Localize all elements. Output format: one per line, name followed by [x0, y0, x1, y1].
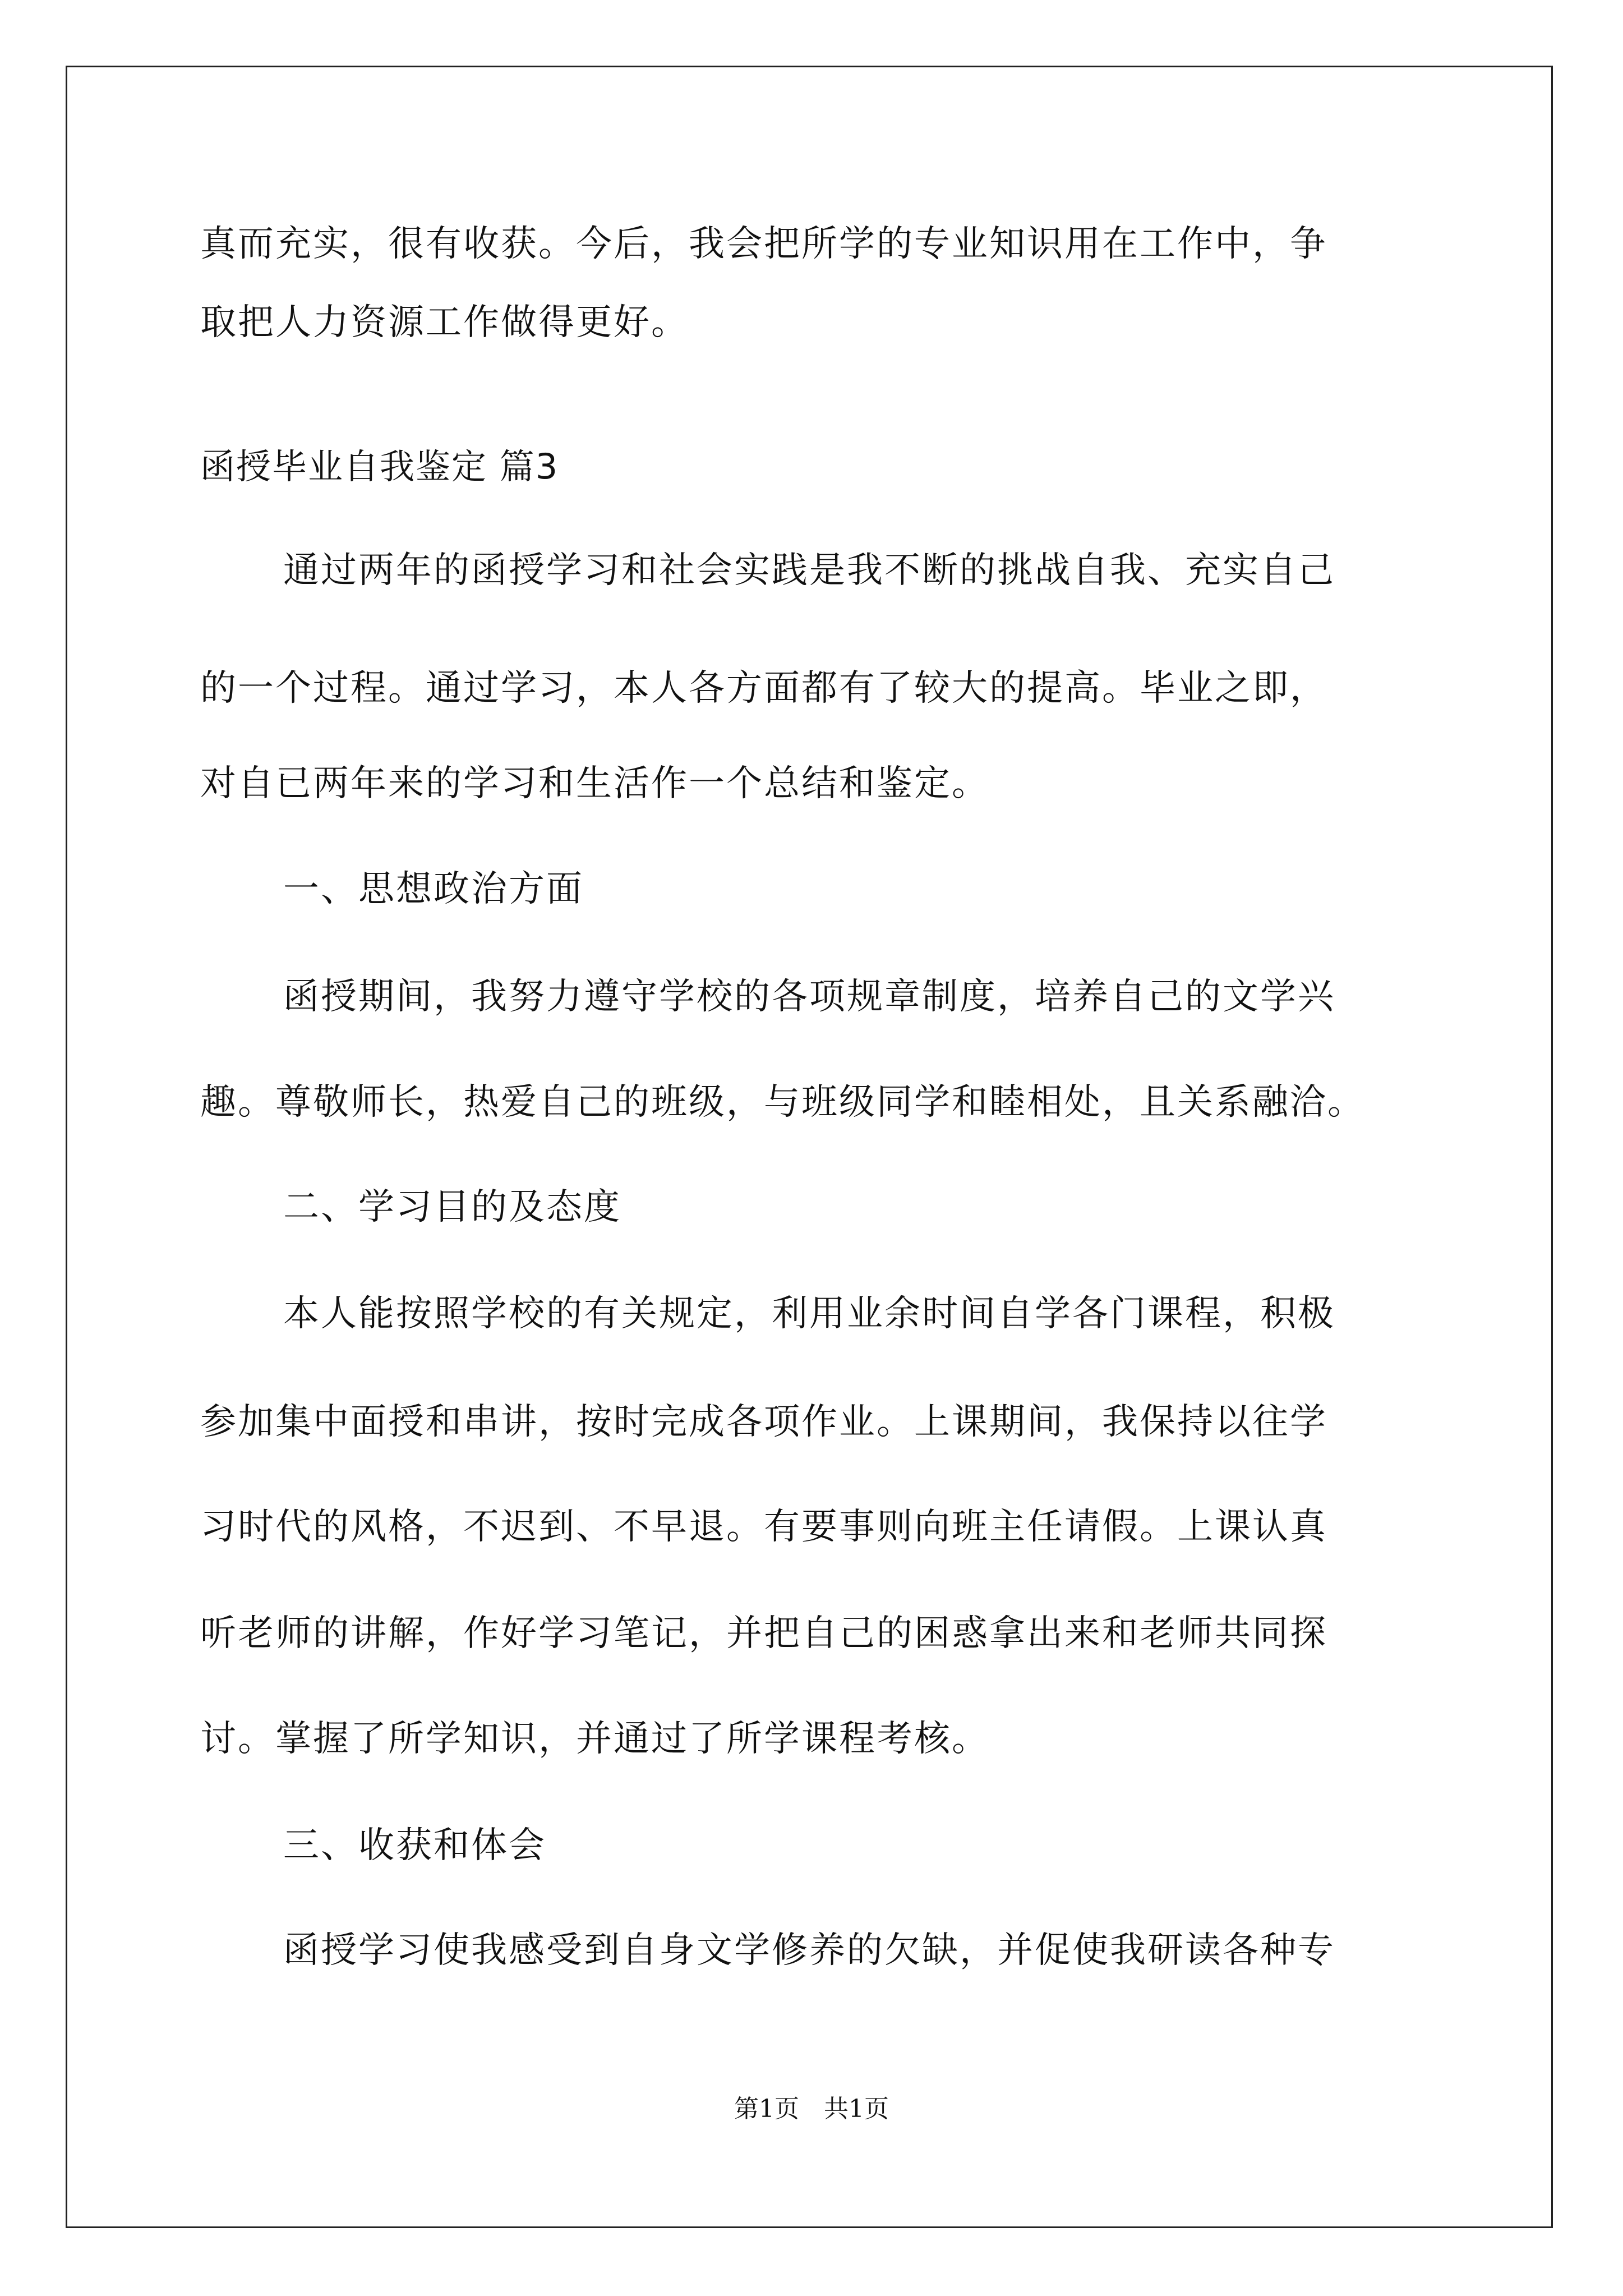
body-line: 听老师的讲解，作好学习笔记，并把自己的困惑拿出来和老师共同探 — [200, 1613, 1327, 1654]
body-line: 参加集中面授和串讲，按时完成各项作业。上课期间，我保持以往学 — [200, 1401, 1327, 1443]
body-line: 讨。掌握了所学知识，并通过了所学课程考核。 — [200, 1718, 989, 1760]
section-title: 函授毕业自我鉴定 篇3 — [200, 446, 559, 487]
subsection-heading: 三、收获和体会 — [283, 1825, 546, 1866]
page-number-footer: 第1页 共1页 — [734, 2095, 889, 2123]
page-border — [66, 66, 1553, 2228]
body-line: 函授学习使我感受到自身文学修养的欠缺，并促使我研读各种专 — [283, 1930, 1335, 1971]
body-line: 习时代的风格，不迟到、不早退。有要事则向班主任请假。上课认真 — [200, 1506, 1327, 1548]
subsection-heading: 二、学习目的及态度 — [283, 1186, 621, 1228]
body-line: 趣。尊敬师长，热爱自己的班级，与班级同学和睦相处，且关系融洽。 — [200, 1082, 1365, 1123]
body-line: 的一个过程。通过学习，本人各方面都有了较大的提高。毕业之即， — [200, 668, 1327, 709]
body-line: 对自已两年来的学习和生活作一个总结和鉴定。 — [200, 763, 989, 804]
subsection-heading: 一、思想政治方面 — [283, 868, 584, 910]
body-line: 函授期间，我努力遵守学校的各项规章制度，培养自己的文学兴 — [283, 976, 1335, 1018]
body-line: 真而充实，很有收获。今后，我会把所学的专业知识用在工作中，争 — [200, 223, 1327, 265]
body-line: 本人能按照学校的有关规定，利用业余时间自学各门课程，积极 — [283, 1293, 1335, 1335]
body-line: 取把人力资源工作做得更好。 — [200, 302, 689, 343]
body-line: 通过两年的函授学习和社会实践是我不断的挑战自我、充实自己 — [283, 550, 1335, 591]
